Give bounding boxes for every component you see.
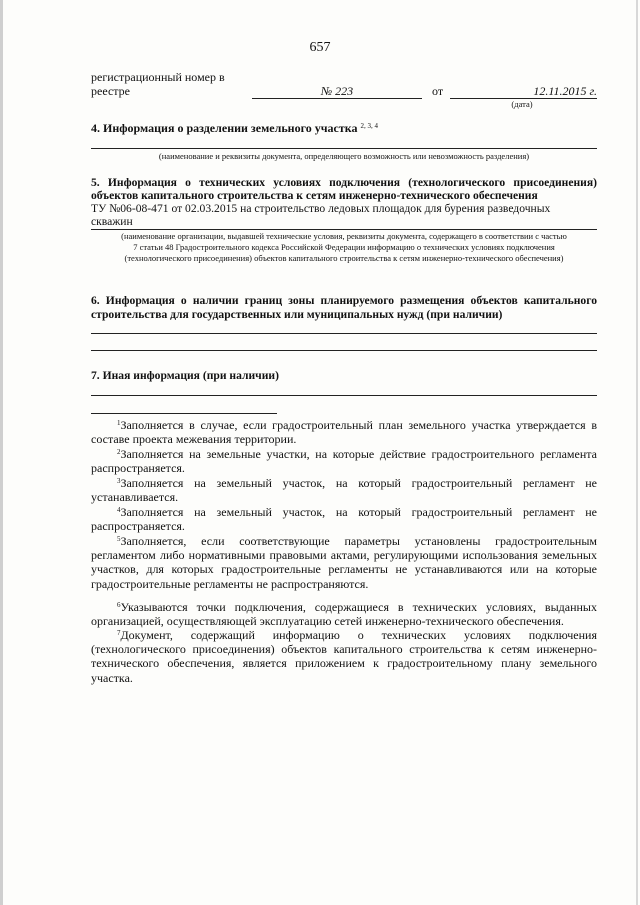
section5-title-line2: объектов капитального строительства к сетям инженерно-технического обеспечения <box>91 189 538 202</box>
section7-fill-line <box>91 395 597 396</box>
footnote-4-number: 4 <box>117 506 121 514</box>
footnote-5-number: 5 <box>117 535 121 543</box>
section4-fill-line <box>91 148 597 149</box>
footnote-2-text: Заполняется на земельные участки, на которые действие градостроительного регламента распространяется. <box>91 447 597 476</box>
section6-title-line2: строительства для государственных или муниципальных нужд (при наличии) <box>91 308 503 321</box>
footnote-5 <box>91 534 597 591</box>
footnote-1-text: Заполняется в случае, если градостроительный план земельного участка утверждается в составе проекта межевания территории. <box>91 418 597 447</box>
footnote-4-text: Заполняется на земельный участок, на который градостроительный регламент не распространяется. <box>91 505 597 534</box>
footnote-1-number: 1 <box>117 419 121 427</box>
footnote-7-number: 7 <box>117 629 121 637</box>
section6-fill-line1 <box>91 333 597 334</box>
footnote-7-text: Документ, содержащий информацию о технических условиях подключения (технологического присоединения) объектов капитального строительства к сетям инженерно-технического обеспечения, является приложением к градостроительному плану земельного участка. <box>91 628 597 685</box>
section7-title: 7. Иная информация (при наличии) <box>91 369 279 382</box>
scan-edge-left <box>0 0 3 905</box>
section5-caption-line3: (технологического присоединения) объектов капитального строительства к сетям инженерно-технического обеспечения) <box>124 253 564 263</box>
scan-edge-right <box>636 0 638 905</box>
registration-label-line2: реестре <box>91 84 130 98</box>
footnote-6-number: 6 <box>117 601 121 609</box>
registration-number: № 223 <box>320 84 354 98</box>
footnote-2 <box>91 447 597 475</box>
registration-date: 12.11.2015 г. <box>533 84 597 98</box>
registration-date-caption: (дата) <box>511 99 533 109</box>
footnote-6 <box>91 600 597 628</box>
page-number: 657 <box>309 40 331 55</box>
section4-caption: (наименование и реквизиты документа, определяющего возможность или невозможность разделения) <box>158 151 530 161</box>
section4-footnote-refs: 2, 3, 4 <box>360 122 378 130</box>
section4-title-text: 4. Информация о разделении земельного участка <box>91 121 358 135</box>
footnote-4 <box>91 505 597 533</box>
section6-title-line1: 6. Информация о наличии границ зоны планируемого размещения объектов капитального <box>91 294 597 307</box>
section5-value-line1: ТУ №06-08-471 от 02.03.2015 на строительство ледовых площадок для бурения разведочных <box>91 202 551 215</box>
footnote-5-text: Заполняется, если соответствующие параметры установлены градостроительным регламентом либо нормативными правовыми актами, регулирующими использования земельных участков, для которых градостроительные регламенты не устанавливаются или на которые градостроительные регламенты не распространяются. <box>91 534 597 591</box>
footnote-3-number: 3 <box>117 477 121 485</box>
section5-title-line1: 5. Информация о технических условиях подключения (технологического присоединения) <box>91 176 597 189</box>
footnote-3-text: Заполняется на земельный участок, на который градостроительный регламент не устанавливается. <box>91 476 597 505</box>
registration-label-line1: регистрационный номер в <box>91 70 225 84</box>
section5-fill-line <box>91 229 597 230</box>
section5-value-line2: скважин <box>91 215 133 228</box>
section5-caption-line1: (наименование организации, выдавшей технические условия, реквизиты документа, содержащего в соответствии с частью <box>121 231 567 241</box>
section6-fill-line2 <box>91 350 597 351</box>
registration-from-label: от <box>432 84 444 98</box>
section5-caption-line2: 7 статьи 48 Градостроительного кодекса Российской Федерации информацию о технических условиях подключения <box>133 242 555 252</box>
registration-number-underline <box>252 98 422 99</box>
footnote-1 <box>91 418 597 446</box>
footnote-6-text: Указываются точки подключения, содержащиеся в технических условиях, выданных организацией, осуществляющей эксплуатацию сетей инженерно-технического обеспечения. <box>91 600 597 629</box>
footnote-3 <box>91 476 597 504</box>
footnote-separator <box>91 413 277 414</box>
footnote-2-number: 2 <box>117 448 121 456</box>
footnote-7 <box>91 628 597 685</box>
section4-title <box>91 121 378 135</box>
